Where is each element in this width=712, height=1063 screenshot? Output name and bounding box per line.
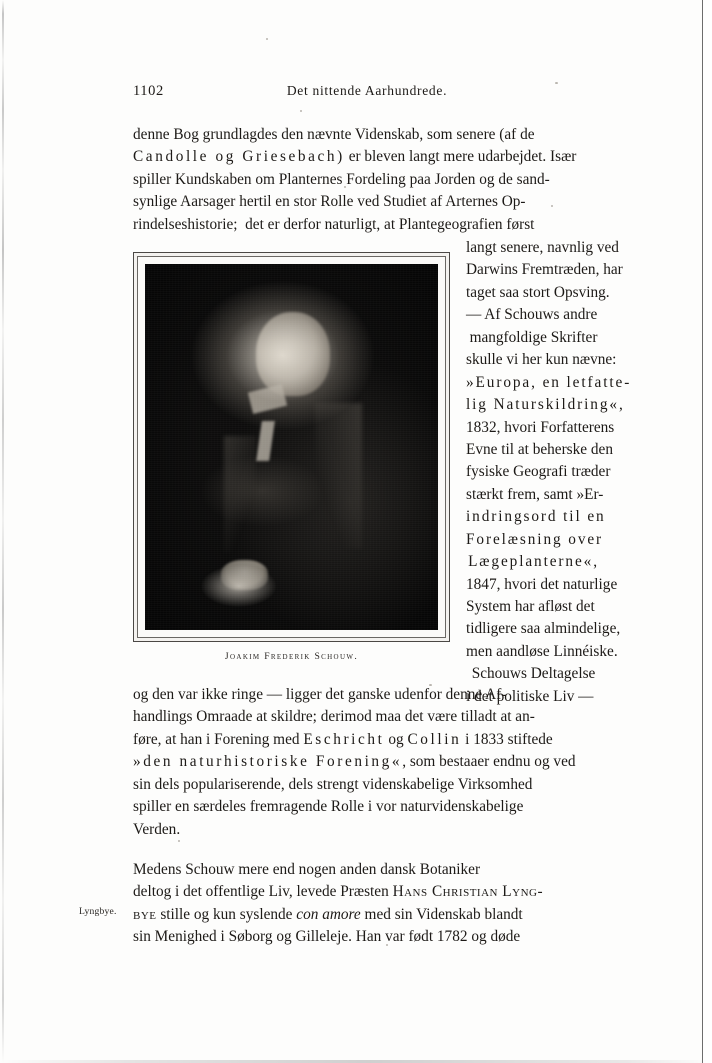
emphasis-spaced-title: »den naturhistoriske Forening« <box>133 753 403 771</box>
page-folio-number: 1102 <box>133 83 164 99</box>
portrait-plate <box>133 252 450 642</box>
emphasis-spaced-name: Eschricht <box>303 730 385 748</box>
text-line: — Af Schouws andre <box>466 306 598 324</box>
text-line: men aandløse Linnéiske. <box>466 642 618 660</box>
text-line: Medens Schouw mere end nogen anden dansk Botaniker <box>133 861 481 878</box>
dust-speck <box>266 38 268 40</box>
body-text-top <box>133 124 601 236</box>
running-head-title: Det nittende Aarhundrede. <box>286 83 448 98</box>
italic-phrase: con amore <box>296 905 361 923</box>
text-line: deltog i det offentlige Liv, levede Præsten Hans Christian Lyng- <box>133 883 544 901</box>
text-line: lig Naturskildring«, <box>466 396 625 414</box>
person-name-smallcaps: bye <box>133 905 157 923</box>
text-line: spiller Kundskaben om Planternes Fordeling paa Jorden og de sand- <box>133 170 550 188</box>
text-line: i det politiske Liv — <box>466 687 594 705</box>
scan-edge-artifact-right <box>702 0 712 1063</box>
text-line: Darwins Fremtræden, har <box>466 261 623 279</box>
text-line: stærkt frem, samt »Er- <box>466 485 604 503</box>
text-line: spiller en særdeles fremragende Rolle i vor naturvidenskabelige <box>133 798 524 816</box>
text-line: og den var ikke ringe — ligger det ganske udenfor denne Af- <box>133 686 507 703</box>
text-line: synlige Aarsager hertil en stor Rolle ved Studiet af Arternes Op- <box>133 193 526 211</box>
text-line: langt senere, navnlig ved <box>466 239 619 256</box>
text-line: »den naturhistoriske Forening«, som bestaaer endnu og ved <box>133 753 576 771</box>
text-line: indringsord til en <box>466 508 606 526</box>
text-line: fysiske Geografi træder <box>466 463 611 481</box>
text-line: denne Bog grundlagdes den nævnte Videnskab, som senere (af de <box>133 126 535 143</box>
text-line: Candolle og Griesebach) er bleven langt mere udarbejdet. Især <box>133 148 577 166</box>
text-line: »Europa, en letfatte- <box>466 373 632 391</box>
text-line: Lægeplanterne«, <box>468 553 599 571</box>
emphasis-spaced-name: Collin <box>407 730 462 748</box>
text-line: System har afløst det <box>466 598 595 615</box>
text-line: mangfoldige Skrifter <box>469 328 598 346</box>
body-text-lower <box>133 684 601 841</box>
text-line: taget saa stort Opsving. <box>466 283 610 301</box>
text-line: rindelseshistorie; det er derfor naturligt, at Plantegeografien først <box>133 215 535 233</box>
text-line: bye stille og kun syslende con amore med sin Videnskab blandt <box>133 905 523 923</box>
margin-note-lyngbye: Lyngbye. <box>79 906 117 917</box>
dust-speck <box>300 110 302 112</box>
text-line: Verden. <box>133 820 181 838</box>
portrait-image <box>145 264 438 630</box>
emphasis-spaced-names: Candolle og Griesebach) <box>133 148 345 166</box>
text-line: Forelæsning over <box>466 530 604 548</box>
scan-edge-artifact-left <box>2 0 4 1063</box>
running-header <box>133 83 601 99</box>
text-line: sin Menighed i Søborg og Gilleleje. Han var født 1782 og døde <box>133 928 521 946</box>
text-line: 1832, hvori Forfatterens <box>466 418 615 436</box>
text-line: 1847, hvori det naturlige <box>466 575 618 593</box>
text-line: Evne til at beherske den <box>466 440 613 458</box>
text-line: sin dels populariserende, dels strengt videnskabelige Virksomhed <box>133 775 533 793</box>
text-line: føre, at han i Forening med Eschricht og Collin i 1833 stiftede <box>133 730 553 748</box>
text-line: Schouws Deltagelse <box>471 665 596 683</box>
person-name-smallcaps: Hans Christian Lyng- <box>392 883 544 901</box>
portrait-caption: Joakim Frederik Schouw. <box>224 651 359 662</box>
portrait-frame-inner <box>137 256 446 638</box>
text-line: skulle vi her kun nævne: <box>466 351 617 369</box>
halftone-grain <box>145 264 438 630</box>
text-line: tidligere saa almindelige, <box>466 620 621 638</box>
body-text-final-paragraph <box>133 859 601 949</box>
body-text-sidecolumn <box>466 237 632 708</box>
text-line: handlings Omraade at skildre; derimod maa det være tilladt at an- <box>133 708 535 726</box>
